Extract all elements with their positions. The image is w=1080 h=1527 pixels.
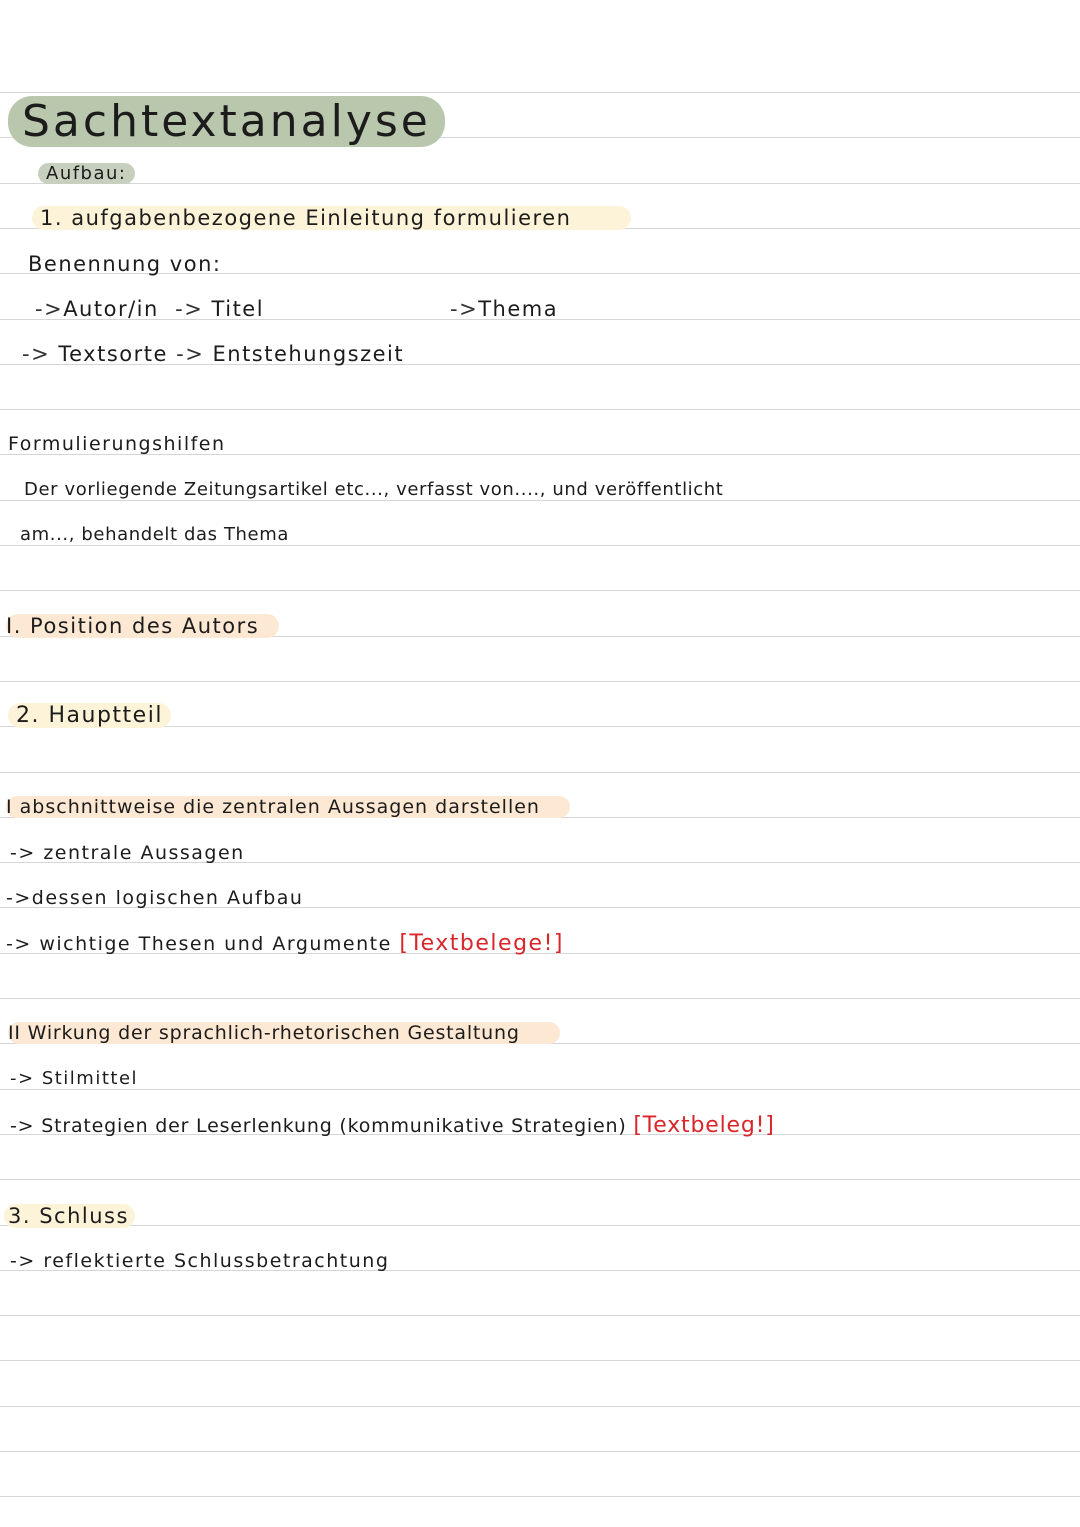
einleitung-text: 1. aufgabenbezogene Einleitung formulieren	[32, 206, 631, 230]
ruled-line	[0, 998, 1080, 999]
items-row-2	[22, 342, 404, 366]
wirkung-text: II Wirkung der sprachlich-rhetorischen Gestaltung	[8, 1022, 560, 1044]
item-text: reflektierte Schlussbetrachtung	[43, 1250, 390, 1272]
ruled-line	[0, 1089, 1080, 1090]
item-entstehungszeit: Entstehungszeit	[212, 342, 405, 366]
item-autor: Autor/in	[63, 297, 159, 321]
arrow-icon: ->	[10, 842, 36, 864]
page-title	[8, 96, 445, 147]
textbelege-note: [Textbelege!]	[399, 931, 564, 956]
ruled-line	[0, 1406, 1080, 1407]
ruled-line	[0, 409, 1080, 410]
ruled-line	[0, 183, 1080, 184]
abschnitt-text: I abschnittweise die zentralen Aussagen darstellen	[6, 796, 570, 818]
einleitung-heading	[32, 206, 631, 230]
item-text: dessen logischen Aufbau	[31, 887, 304, 909]
textbeleg-note: [Textbeleg!]	[633, 1113, 775, 1138]
benennung-text: Benennung von:	[28, 252, 222, 276]
item-thema: Thema	[478, 297, 559, 321]
formulierung-line-1: Der vorliegende Zeitungsartikel etc..., verfasst von...., und veröffentlicht	[24, 479, 724, 500]
wirkung-heading	[8, 1022, 560, 1044]
arrow-icon: ->	[175, 297, 204, 321]
abschnitt-item	[10, 842, 245, 864]
item-thema-wrap	[450, 297, 558, 321]
ruled-line	[0, 500, 1080, 501]
arrow-icon: ->	[10, 1250, 36, 1272]
arrow-icon: ->	[35, 297, 64, 321]
ruled-line	[0, 1315, 1080, 1316]
ruled-line	[0, 1496, 1080, 1497]
position-text: I. Position des Autors	[6, 614, 279, 638]
formulierung-title: Formulierungshilfen	[8, 433, 226, 455]
ruled-line	[0, 772, 1080, 773]
item-text: Stilmittel	[41, 1068, 139, 1089]
arrow-icon: ->	[450, 297, 479, 321]
ruled-line	[0, 1451, 1080, 1452]
schluss-heading	[4, 1204, 135, 1228]
ruled-line	[0, 681, 1080, 682]
wirkung-item	[10, 1068, 138, 1089]
ruled-line	[0, 1179, 1080, 1180]
item-text: zentrale Aussagen	[43, 842, 245, 864]
ruled-line	[0, 1360, 1080, 1361]
item-titel: Titel	[211, 297, 265, 321]
ruled-line	[0, 590, 1080, 591]
wirkung-item	[10, 1113, 775, 1138]
item-text: wichtige Thesen und Argumente	[39, 933, 392, 955]
schluss-text: 3. Schluss	[4, 1204, 135, 1228]
abschnitt-item	[6, 887, 303, 909]
arrow-icon: ->	[10, 1115, 35, 1137]
aufbau-text: Aufbau:	[38, 163, 135, 184]
formulierung-line-2: am..., behandelt das Thema	[20, 524, 289, 545]
arrow-icon: ->	[176, 342, 205, 366]
hauptteil-heading	[8, 703, 171, 728]
position-heading	[6, 614, 279, 638]
items-row-1	[35, 297, 264, 321]
schluss-item	[10, 1250, 389, 1272]
arrow-icon: ->	[6, 933, 32, 955]
arrow-icon: ->	[10, 1068, 35, 1089]
ruled-line	[0, 92, 1080, 93]
ruled-line	[0, 1225, 1080, 1226]
abschnitt-heading	[6, 796, 570, 818]
hauptteil-text: 2. Hauptteil	[8, 703, 171, 728]
arrow-icon: ->	[6, 887, 32, 909]
ruled-line	[0, 545, 1080, 546]
aufbau-label	[38, 163, 135, 184]
item-text: Strategien der Leserlenkung (kommunikative Strategien)	[41, 1115, 627, 1137]
title-text: Sachtextanalyse	[8, 96, 445, 147]
item-textsorte: Textsorte	[58, 342, 168, 366]
arrow-icon: ->	[22, 342, 51, 366]
abschnitt-item	[6, 931, 564, 956]
